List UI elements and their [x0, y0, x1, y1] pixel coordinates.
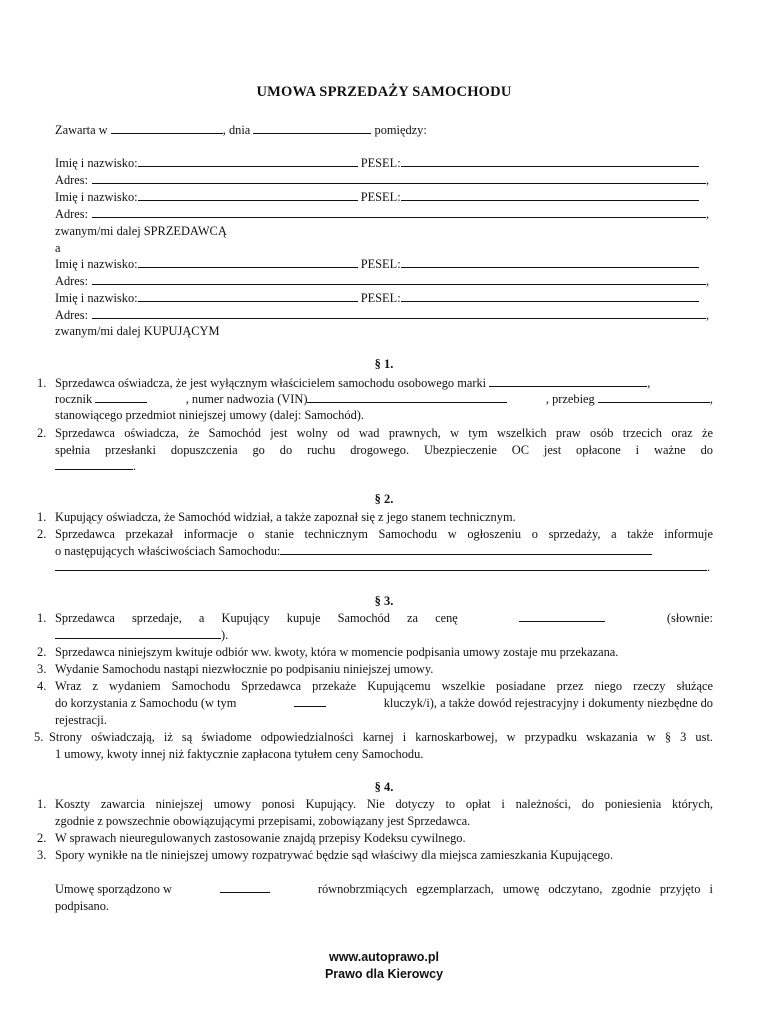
s1-p1-line-c: stanowiącego przedmiot niniejszej umowy (dalej: Samochód). — [55, 408, 364, 422]
s1-p1-vin-group — [186, 391, 508, 408]
s3-p4-line-b — [55, 695, 713, 712]
s4-p1-line-a: Koszty zawarcia niniejszej umowy ponosi Kupujący. Nie dotyczy to opłat i należności, do poniesienia których, — [55, 797, 713, 811]
s4-p1-number: 1. — [37, 797, 47, 811]
s3-p4-line-a: Wraz z wydaniem Samochodu Sprzedawca przekaże Kupującemu wszelkie posiadane przez niego rzeczy służące — [55, 679, 713, 693]
name-label: Imię i nazwisko: — [55, 190, 138, 204]
s2-p2-text-b: o następujących właściwościach Samochodu: — [55, 544, 281, 558]
buyer1-name-blank[interactable] — [138, 256, 358, 268]
seller2-address-row: Adres: , — [55, 207, 710, 221]
s3-p4-line-c: rejestracji. — [55, 713, 107, 727]
s1-p2-number: 2. — [37, 426, 47, 440]
document-title: UMOWA SPRZEDAŻY SAMOCHODU — [256, 84, 512, 100]
pesel-label: PESEL: — [360, 257, 401, 271]
buyer2-name-blank[interactable] — [138, 290, 358, 302]
name-label: Imię i nazwisko: — [55, 291, 138, 305]
closing-text-a1: Umowę sporządzono w — [55, 882, 172, 896]
s3-p1-line-b: ). — [55, 627, 228, 644]
s4-p2-text: W sprawach nieuregulowanych zastosowanie znajdą przepisy Kodeksu cywilnego. — [55, 831, 466, 845]
section-1-heading: § 1. — [374, 357, 394, 371]
buyer-designation: zwanym/mi dalej KUPUJĄCYM — [55, 324, 220, 338]
closing-line-b: podpisano. — [55, 899, 110, 913]
name-label: Imię i nazwisko: — [55, 156, 138, 170]
s3-p3-number: 3. — [37, 662, 47, 676]
s1-p2-line-c: . — [55, 458, 136, 475]
s3-p4-text-b1: do korzystania z Samochodu (w tym — [55, 696, 237, 710]
s1-p1-number: 1. — [37, 376, 47, 390]
closing-text-a2: równobrzmiących egzemplarzach, umowę odczytano, zgodnie przyjęto i — [317, 882, 713, 896]
s4-p1-line-b: zgodnie z powszechnie obowiązującymi przepisami, zobowiązany jest Sprzedawca. — [55, 814, 471, 828]
address-label: Adres: — [55, 207, 89, 221]
s2-p2-line-c: . — [55, 559, 710, 576]
buyer2-pesel-blank[interactable] — [401, 290, 699, 302]
seller1-pesel-blank[interactable] — [401, 155, 699, 167]
s1-p2-line-b: spełnia przesłanki dopuszczenia go do ruchu drogowego. Ubezpieczenie OC jest opłacone i ważne do — [55, 443, 713, 457]
s4-p2-number: 2. — [37, 831, 47, 845]
seller2-name-blank[interactable] — [138, 189, 358, 201]
seller1-name-row — [55, 155, 713, 172]
copies-count-blank[interactable] — [220, 881, 270, 893]
s2-p1-number: 1. — [37, 510, 47, 524]
in-words-label: (słownie: — [666, 611, 713, 625]
s4-p3-number: 3. — [37, 848, 47, 862]
oc-validity-blank[interactable] — [55, 458, 133, 470]
seller1-name-blank[interactable] — [138, 155, 358, 167]
seller2-address-blank[interactable] — [92, 206, 706, 218]
footer-tagline: Prawo dla Kierowcy — [324, 967, 444, 981]
seller2-pesel-blank[interactable] — [401, 189, 699, 201]
footer-url[interactable]: www.autoprawo.pl — [329, 950, 439, 964]
pesel-label: PESEL: — [360, 156, 401, 170]
s3-p2-number: 2. — [37, 645, 47, 659]
keys-count-blank[interactable] — [294, 695, 326, 707]
s1-p1-line-b — [55, 391, 713, 408]
s2-p2-line-a: Sprzedawca przekazał informacje o stanie technicznym Samochodu w ogłoszeniu o sprzedaży, a także informuje — [55, 527, 713, 541]
s3-p2-text: Sprzedawca niniejszym kwituje odbiór ww. kwoty, która w momencie podpisania umowy zostaje mu przekazana. — [55, 645, 619, 659]
pesel-label: PESEL: — [360, 291, 401, 305]
intro-between: pomiędzy: — [374, 123, 427, 137]
s3-p3-text: Wydanie Samochodu nastąpi niezwłocznie po podpisaniu niniejszej umowy. — [55, 662, 434, 676]
section-3-heading: § 3. — [374, 594, 394, 608]
vin-blank[interactable] — [307, 391, 507, 403]
section-4-heading: § 4. — [374, 780, 394, 794]
intro-concluded-in: Zawarta w — [55, 123, 108, 137]
properties-blank-1[interactable] — [280, 543, 652, 555]
address-label: Adres: — [55, 274, 89, 288]
vin-label: , numer nadwozia (VIN) — [185, 392, 308, 406]
mileage-label: , przebieg — [545, 392, 595, 406]
mileage-blank[interactable] — [598, 391, 710, 403]
seller1-address-blank[interactable] — [92, 172, 706, 184]
seller2-name-row — [55, 189, 713, 206]
buyer1-address-row: Adres: , — [55, 274, 710, 288]
seller1-address-row: Adres: , — [55, 173, 710, 187]
date-blank[interactable] — [253, 122, 371, 134]
year-blank[interactable] — [95, 391, 147, 403]
properties-blank-2[interactable] — [55, 559, 707, 571]
s2-p2-number: 2. — [37, 527, 47, 541]
s2-p1-text: Kupujący oświadcza, że Samochód widział, a także zapoznał się z jego stanem technicznym. — [55, 510, 516, 524]
price-in-words-blank[interactable] — [55, 627, 221, 639]
s3-p5-number: 5. — [34, 730, 44, 744]
s2-p2-line-b — [55, 543, 652, 560]
buyer2-address-blank[interactable] — [92, 307, 706, 319]
name-label: Imię i nazwisko: — [55, 257, 138, 271]
s3-p1-text-a: Sprzedawca sprzedaje, a Kupujący kupuje Samochód za cenę — [55, 611, 458, 625]
s3-p1-line-a — [55, 610, 713, 627]
s3-p4-number: 4. — [37, 679, 47, 693]
price-blank[interactable] — [519, 610, 605, 622]
s1-p1-year-group — [55, 391, 147, 408]
s1-p2-line-a: Sprzedawca oświadcza, że Samochód jest wolny od wad prawnych, w tym wszelkich praw osób trzecich oraz że — [55, 426, 713, 440]
make-blank[interactable] — [489, 375, 647, 387]
s1-p1-text-a: Sprzedawca oświadcza, że jest wyłącznym właścicielem samochodu osobowego marki — [55, 376, 487, 390]
s3-p5-line-a: Strony oświadczają, iż są świadome odpowiedzialności karnej i karnoskarbowej, w przypadku wskazania w § 3 ust. — [49, 730, 713, 744]
buyer2-address-row: Adres: , — [55, 308, 710, 322]
pesel-label: PESEL: — [360, 190, 401, 204]
intro-date-label: , dnia — [222, 123, 251, 137]
seller-designation: zwanym/mi dalej SPRZEDAWCĄ — [55, 224, 227, 238]
s4-p3-text: Spory wynikłe na tle niniejszej umowy rozpatrywać będzie sąd właściwy dla miejsca zamieszkania Kupującego. — [55, 848, 614, 862]
s3-p4-text-b2: kluczyk/i), a także dowód rejestracyjny i dokumenty niezbędne do — [383, 696, 713, 710]
buyer2-name-row — [55, 290, 713, 307]
buyer1-name-row — [55, 256, 713, 273]
address-label: Adres: — [55, 173, 89, 187]
buyer1-address-blank[interactable] — [92, 273, 706, 285]
s3-p5-line-b: 1 umowy, kwoty innej niż faktycznie zapłacona tytułem ceny Samochodu. — [55, 747, 424, 761]
address-label: Adres: — [55, 308, 89, 322]
s3-p1-number: 1. — [37, 611, 47, 625]
and-connector: a — [55, 241, 61, 255]
s1-p1-mileage-group: , przebieg , — [545, 392, 713, 406]
year-label: rocznik — [55, 392, 93, 406]
closing-line-a — [55, 881, 713, 898]
buyer1-pesel-blank[interactable] — [401, 256, 699, 268]
intro-line — [55, 122, 427, 139]
place-blank[interactable] — [111, 122, 223, 134]
s1-p1-line-a: Sprzedawca oświadcza, że jest wyłącznym właścicielem samochodu osobowego marki , — [55, 376, 651, 390]
section-2-heading: § 2. — [374, 492, 394, 506]
